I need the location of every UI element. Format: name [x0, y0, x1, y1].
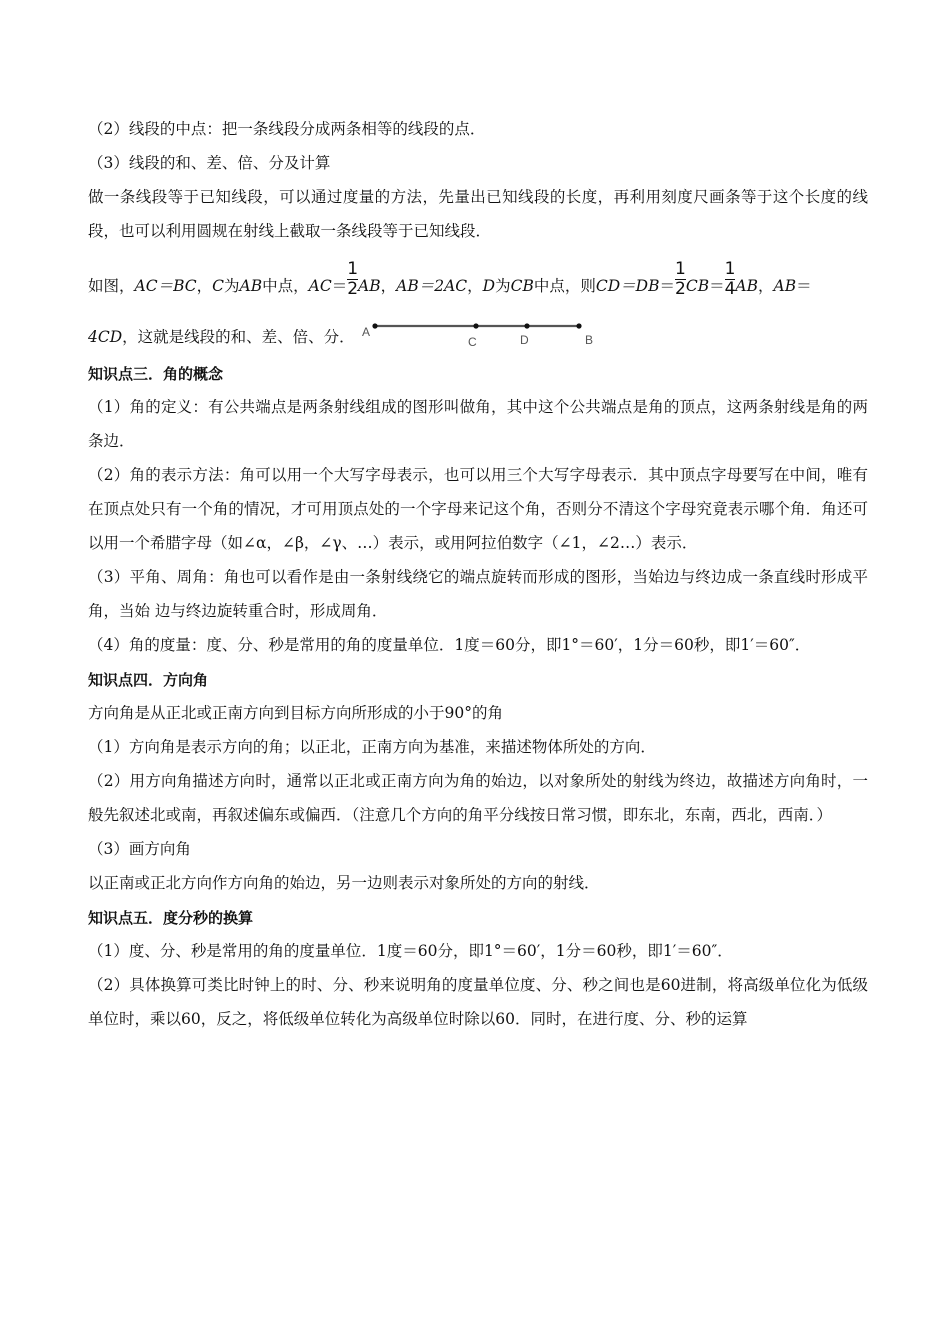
- para-direction-1: （1）方向角是表示方向的角；以正北，正南方向为基准，来描述物体所处的方向．: [88, 738, 656, 756]
- point-a: [372, 323, 377, 328]
- section-title-dms-conversion: 知识点五．度分秒的换算: [88, 909, 254, 927]
- para-dms-2: （2）具体换算可类比时钟上的时、分、秒来说明角的度量单位度、分、秒之间也是60进制，将高级单位化为低级单位时，乘以60，反之，将低级单位转化为高级单位时除以60．同时，在进行度、分、秒的运算: [88, 976, 868, 1028]
- fraction-one-half-b: $\frac{1}{2}$: [675, 259, 686, 299]
- segment-diagram: [361, 320, 601, 350]
- fraction-one-quarter: $\frac{1}{4}$: [724, 259, 736, 299]
- text-line-calc-heading: （3）线段的和、差、倍、分及计算: [88, 154, 331, 172]
- para-direction-2: （2）用方向角描述方向时，通常以正北或正南方向为角的始边，以对象所处的射线为终边，故描述方向角时，一般先叙述北或南，再叙述偏东或偏西．（注意几个方向的角平分线按日常习惯，即东北，东南，西北，西南．）: [88, 772, 868, 824]
- point-c: [473, 323, 478, 328]
- para-angle-measure: （4）角的度量：度、分、秒是常用的角的度量单位．1度＝60分，即1°＝60′，1分＝60秒，即1′＝60″．: [88, 636, 811, 654]
- document-page: [88, 112, 868, 1036]
- label-d: D: [519, 333, 529, 347]
- section-title-angle-concept: 知识点三．角的概念: [88, 365, 224, 383]
- para-dms-1: （1）度、分、秒是常用的角的度量单位．1度＝60分，即1°＝60′，1分＝60秒，即1′＝60″．: [88, 942, 733, 960]
- text-line-midpoint: （2）线段的中点：把一条线段分成两条相等的线段的点．: [88, 120, 486, 138]
- text-paragraph-construct-segment: 做一条线段等于已知线段，可以通过度量的方法，先量出已知线段的长度，再利用刻度尺画条等于这个长度的线段，也可以利用圆规在射线上截取一条线段等于已知线段．: [88, 188, 868, 240]
- formula-line: 如图，AC＝BC，C为AB中点，AC＝ $\frac{1}{2}$ AB，AB＝2AC，D为CB中点，则CD＝DB＝ $\frac{1}{2}$ CB＝ $\frac{1}{4}$ AB，AB＝: [88, 259, 812, 299]
- point-b: [576, 323, 581, 328]
- section-title-direction-angle: 知识点四．方向角: [88, 671, 209, 689]
- para-angle-notation: （2）角的表示方法：角可以用一个大写字母表示，也可以用三个大写字母表示．其中顶点字母要写在中间，唯有在顶点处只有一个角的情况，才可用顶点处的一个字母来记这个角，否则分不清这个字母究竟表示哪个角．角还可以用一个希腊字母（如∠α，∠β，∠γ、…）表示，或用阿拉伯数字（∠1，∠2…）表示．: [88, 466, 868, 552]
- label-c: C: [467, 335, 477, 349]
- label-b: B: [584, 333, 593, 347]
- formula-continuation: 4CD，这就是线段的和、差、倍、分． A C D B: [88, 306, 868, 352]
- para-angle-definition: （1）角的定义：有公共端点是两条射线组成的图形叫做角，其中这个公共端点是角的顶点，这两条射线是角的两条边．: [88, 398, 868, 450]
- para-direction-definition: 方向角是从正北或正南方向到目标方向所形成的小于90°的角: [88, 704, 503, 722]
- segment-figure: [361, 320, 601, 350]
- point-d: [524, 323, 529, 328]
- para-direction-4: 以正南或正北方向作方向角的始边，另一边则表示对象所处的方向的射线．: [88, 874, 600, 892]
- fraction-one-half: $\frac{1}{2}$: [347, 259, 359, 299]
- label-a: A: [361, 325, 370, 339]
- para-straight-full-angle: （3）平角、周角：角也可以看作是由一条射线绕它的端点旋转而形成的图形，当始边与终边成一条直线时形成平角，当始 边与终边旋转重合时，形成周角．: [88, 568, 868, 620]
- para-direction-3: （3）画方向角: [88, 840, 191, 858]
